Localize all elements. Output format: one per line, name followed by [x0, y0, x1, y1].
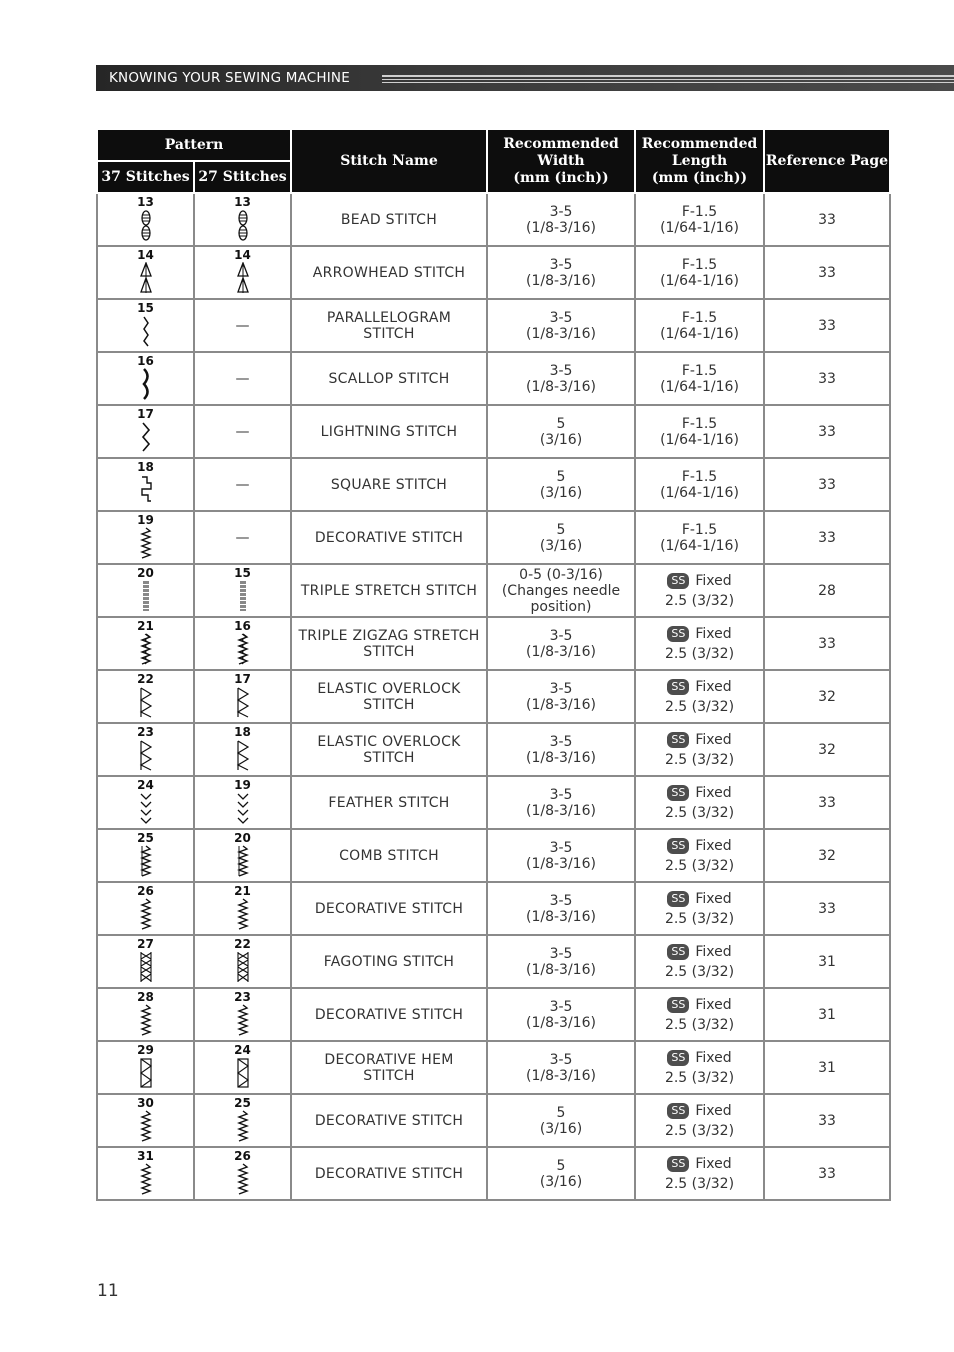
length-value: 2.5 (3/32): [664, 963, 735, 980]
decorative-hem-stitch-icon: [139, 1056, 153, 1089]
pattern-27-cell: [194, 352, 291, 405]
fixed-label: Fixed: [695, 1102, 732, 1119]
reference-page: 32: [764, 723, 890, 776]
ss-badge: SS: [667, 785, 689, 801]
stitch-number: 18: [137, 460, 154, 474]
length-value: 2.5 (3/32): [664, 592, 735, 609]
stitches-27-header: 27 Stitches: [194, 161, 291, 193]
stitch-number: 23: [137, 725, 154, 739]
reference-page: 33: [764, 882, 890, 935]
pattern-37-cell: [97, 935, 194, 988]
recommended-length: [635, 1147, 764, 1200]
table-row: [97, 882, 890, 935]
parallelogram-stitch-icon: [139, 314, 153, 347]
ss-badge: SS: [667, 891, 689, 907]
triple-zigzag-stitch-icon: [139, 632, 153, 665]
ss-badge: SS: [667, 626, 689, 642]
arrowhead-stitch-icon: [236, 261, 250, 294]
decorative-stitch-icon: [139, 1109, 153, 1142]
recommended-width: 5 (3/16): [487, 405, 635, 458]
table-row: [97, 458, 890, 511]
recommended-length: F-1.5 (1/64-1/16): [635, 352, 764, 405]
pattern-27-cell: [194, 1041, 291, 1094]
elastic-overlock-stitch-icon: [236, 685, 250, 718]
length-value: 2.5 (3/32): [664, 1175, 735, 1192]
pattern-27-cell: [194, 405, 291, 458]
table-row: [97, 723, 890, 776]
stitch-number: 20: [137, 566, 154, 580]
lightning-stitch-icon: [139, 420, 153, 453]
triple-stretch-stitch-icon: [236, 579, 250, 612]
reference-page: 32: [764, 829, 890, 882]
length-header: Recommended Length (mm (inch)): [635, 129, 764, 193]
pattern-37-cell: [97, 1094, 194, 1147]
recommended-length: [635, 564, 764, 617]
pattern-37-cell: [97, 882, 194, 935]
elastic-overlock-stitch-icon: [139, 738, 153, 771]
stitch-number: 13: [137, 195, 154, 209]
feather-stitch-icon: [139, 791, 153, 824]
table-row: [97, 935, 890, 988]
header-rule-lines: [382, 75, 954, 85]
decorative-hem-stitch-icon: [236, 1056, 250, 1089]
stitch-name: TRIPLE STRETCH STITCH: [291, 564, 487, 617]
table-row: [97, 299, 890, 352]
pattern-27-cell: [194, 935, 291, 988]
pattern-37-cell: [97, 1147, 194, 1200]
recommended-width: 3-5 (1/8-3/16): [487, 829, 635, 882]
recommended-width: 0-5 (0-3/16) (Changes needle position): [487, 564, 635, 617]
pattern-27-cell: [194, 299, 291, 352]
recommended-width: 3-5 (1/8-3/16): [487, 935, 635, 988]
stitch-number: 18: [234, 725, 251, 739]
stitch-name: COMB STITCH: [291, 829, 487, 882]
pattern-37-cell: [97, 829, 194, 882]
feather-stitch-icon: [236, 791, 250, 824]
recommended-width: 3-5 (1/8-3/16): [487, 246, 635, 299]
not-available-dash: —: [235, 476, 250, 493]
reference-page: 33: [764, 352, 890, 405]
page-number: 11: [97, 1281, 119, 1301]
ss-badge: SS: [667, 732, 689, 748]
length-value: 2.5 (3/32): [664, 1016, 735, 1033]
length-value: 2.5 (3/32): [664, 910, 735, 927]
section-title: KNOWING YOUR SEWING MACHINE: [109, 70, 350, 86]
stitch-number: 23: [234, 990, 251, 1004]
table-row: [97, 193, 890, 246]
table-row: [97, 988, 890, 1041]
pattern-27-cell: [194, 776, 291, 829]
recommended-length: [635, 829, 764, 882]
table-row: [97, 1094, 890, 1147]
stitch-number: 24: [137, 778, 154, 792]
stitch-number: 14: [234, 248, 251, 262]
fixed-label: Fixed: [695, 996, 732, 1013]
stitch-name: DECORATIVE STITCH: [291, 988, 487, 1041]
decorative-stitch-icon: [236, 897, 250, 930]
stitch-number: 15: [137, 301, 154, 315]
pattern-27-cell: [194, 246, 291, 299]
stitch-name: FEATHER STITCH: [291, 776, 487, 829]
length-value: 2.5 (3/32): [664, 751, 735, 768]
pattern-37-cell: [97, 564, 194, 617]
stitch-number: 14: [137, 248, 154, 262]
square-stitch-icon: [139, 473, 153, 506]
pattern-27-cell: [194, 1094, 291, 1147]
recommended-width: 3-5 (1/8-3/16): [487, 617, 635, 670]
reference-page: 33: [764, 776, 890, 829]
stitch-table: [96, 128, 891, 1201]
decorative-stitch-icon: [139, 1003, 153, 1036]
table-row: [97, 352, 890, 405]
stitch-number: 27: [137, 937, 154, 951]
pattern-37-cell: [97, 1041, 194, 1094]
table-row: [97, 670, 890, 723]
stitch-name: PARALLELOGRAM STITCH: [291, 299, 487, 352]
reference-page: 33: [764, 1094, 890, 1147]
recommended-width: 5 (3/16): [487, 1147, 635, 1200]
pattern-37-cell: [97, 988, 194, 1041]
reference-page: 33: [764, 458, 890, 511]
decorative-stitch-icon: [139, 1162, 153, 1195]
stitch-number: 26: [234, 1149, 251, 1163]
stitch-number: 21: [137, 619, 154, 633]
pattern-27-cell: [194, 617, 291, 670]
comb-stitch-icon: [139, 844, 153, 877]
stitch-number: 17: [137, 407, 154, 421]
reference-page: 31: [764, 988, 890, 1041]
pattern-37-cell: [97, 670, 194, 723]
stitch-number: 16: [234, 619, 251, 633]
stitch-number: 25: [137, 831, 154, 845]
recommended-length: [635, 670, 764, 723]
table-row: [97, 405, 890, 458]
length-value: 2.5 (3/32): [664, 645, 735, 662]
stitch-name: FAGOTING STITCH: [291, 935, 487, 988]
pattern-27-cell: [194, 723, 291, 776]
ss-badge: SS: [667, 573, 689, 589]
recommended-length: F-1.5 (1/64-1/16): [635, 246, 764, 299]
pattern-27-cell: [194, 564, 291, 617]
recommended-length: F-1.5 (1/64-1/16): [635, 458, 764, 511]
recommended-length: F-1.5 (1/64-1/16): [635, 299, 764, 352]
scallop-stitch-icon: [139, 367, 153, 400]
recommended-length: [635, 988, 764, 1041]
recommended-length: [635, 776, 764, 829]
recommended-width: 3-5 (1/8-3/16): [487, 882, 635, 935]
stitch-number: 17: [234, 672, 251, 686]
recommended-width: 3-5 (1/8-3/16): [487, 988, 635, 1041]
reference-page: 31: [764, 935, 890, 988]
reference-page: 33: [764, 405, 890, 458]
pattern-27-cell: [194, 670, 291, 723]
reference-page: 33: [764, 193, 890, 246]
bead-stitch-icon: [139, 208, 153, 241]
pattern-header: Pattern: [97, 129, 291, 161]
reference-page: 33: [764, 511, 890, 564]
fagoting-stitch-icon: [139, 950, 153, 983]
stitch-name: ARROWHEAD STITCH: [291, 246, 487, 299]
elastic-overlock-stitch-icon: [139, 685, 153, 718]
triple-zigzag-stitch-icon: [236, 632, 250, 665]
fixed-label: Fixed: [695, 1049, 732, 1066]
recommended-width: 3-5 (1/8-3/16): [487, 352, 635, 405]
reference-page: 31: [764, 1041, 890, 1094]
arrowhead-stitch-icon: [139, 261, 153, 294]
ss-badge: SS: [667, 997, 689, 1013]
length-value: 2.5 (3/32): [664, 698, 735, 715]
recommended-length: [635, 935, 764, 988]
stitch-number: 30: [137, 1096, 154, 1110]
recommended-length: [635, 882, 764, 935]
pattern-37-cell: [97, 617, 194, 670]
ss-badge: SS: [667, 1103, 689, 1119]
pattern-27-cell: [194, 458, 291, 511]
recommended-width: 5 (3/16): [487, 1094, 635, 1147]
recommended-length: [635, 1094, 764, 1147]
pattern-37-cell: [97, 511, 194, 564]
table-row: [97, 829, 890, 882]
recommended-width: 3-5 (1/8-3/16): [487, 299, 635, 352]
fixed-label: Fixed: [695, 625, 732, 642]
fixed-label: Fixed: [695, 1155, 732, 1172]
stitch-number: 24: [234, 1043, 251, 1057]
stitch-number: 29: [137, 1043, 154, 1057]
stitch-name: BEAD STITCH: [291, 193, 487, 246]
not-available-dash: —: [235, 370, 250, 387]
stitch-name: DECORATIVE STITCH: [291, 511, 487, 564]
table-row: [97, 564, 890, 617]
pattern-37-cell: [97, 352, 194, 405]
decorative-stitch-icon: [139, 897, 153, 930]
recommended-width: 5 (3/16): [487, 458, 635, 511]
stitch-name: SCALLOP STITCH: [291, 352, 487, 405]
pattern-27-cell: [194, 193, 291, 246]
ss-badge: SS: [667, 679, 689, 695]
pattern-37-cell: [97, 193, 194, 246]
pattern-37-cell: [97, 458, 194, 511]
width-header: Recommended Width (mm (inch)): [487, 129, 635, 193]
stitch-name: DECORATIVE STITCH: [291, 1147, 487, 1200]
comb-stitch-icon: [236, 844, 250, 877]
stitch-number: 16: [137, 354, 154, 368]
pattern-27-cell: [194, 988, 291, 1041]
ss-badge: SS: [667, 944, 689, 960]
recommended-length: [635, 617, 764, 670]
stitch-name: SQUARE STITCH: [291, 458, 487, 511]
stitch-number: 31: [137, 1149, 154, 1163]
pattern-37-cell: [97, 405, 194, 458]
stitch-name: ELASTIC OVERLOCK STITCH: [291, 670, 487, 723]
length-value: 2.5 (3/32): [664, 1069, 735, 1086]
pattern-27-cell: [194, 1147, 291, 1200]
not-available-dash: —: [235, 529, 250, 546]
fixed-label: Fixed: [695, 572, 732, 589]
reference-page: 33: [764, 1147, 890, 1200]
stitch-number: 13: [234, 195, 251, 209]
pattern-27-cell: [194, 511, 291, 564]
decorative-stitch-icon: [139, 526, 153, 559]
stitch-number: 22: [234, 937, 251, 951]
pattern-37-cell: [97, 723, 194, 776]
recommended-length: F-1.5 (1/64-1/16): [635, 511, 764, 564]
ss-badge: SS: [667, 1156, 689, 1172]
length-value: 2.5 (3/32): [664, 857, 735, 874]
stitch-name-header: Stitch Name: [291, 129, 487, 193]
not-available-dash: —: [235, 423, 250, 440]
stitch-number: 15: [234, 566, 251, 580]
stitch-name: LIGHTNING STITCH: [291, 405, 487, 458]
stitch-number: 28: [137, 990, 154, 1004]
stitch-number: 19: [137, 513, 154, 527]
fixed-label: Fixed: [695, 943, 732, 960]
stitch-number: 26: [137, 884, 154, 898]
section-header-bar: [96, 65, 954, 91]
decorative-stitch-icon: [236, 1109, 250, 1142]
stitch-number: 20: [234, 831, 251, 845]
reference-page: 33: [764, 299, 890, 352]
ss-badge: SS: [667, 1050, 689, 1066]
reference-page: 33: [764, 617, 890, 670]
table-row: [97, 1147, 890, 1200]
recommended-width: 3-5 (1/8-3/16): [487, 193, 635, 246]
fixed-label: Fixed: [695, 837, 732, 854]
stitch-name: DECORATIVE STITCH: [291, 1094, 487, 1147]
reference-page-header: Reference Page: [764, 129, 890, 193]
fagoting-stitch-icon: [236, 950, 250, 983]
recommended-width: 3-5 (1/8-3/16): [487, 723, 635, 776]
fixed-label: Fixed: [695, 731, 732, 748]
reference-page: 33: [764, 246, 890, 299]
table-row: [97, 1041, 890, 1094]
bead-stitch-icon: [236, 208, 250, 241]
pattern-27-cell: [194, 829, 291, 882]
fixed-label: Fixed: [695, 678, 732, 695]
table-row: [97, 511, 890, 564]
recommended-width: 5 (3/16): [487, 511, 635, 564]
stitch-number: 21: [234, 884, 251, 898]
table-row: [97, 776, 890, 829]
stitch-number: 25: [234, 1096, 251, 1110]
pattern-37-cell: [97, 776, 194, 829]
stitches-37-header: 37 Stitches: [97, 161, 194, 193]
recommended-width: 3-5 (1/8-3/16): [487, 776, 635, 829]
length-value: 2.5 (3/32): [664, 1122, 735, 1139]
fixed-label: Fixed: [695, 890, 732, 907]
elastic-overlock-stitch-icon: [236, 738, 250, 771]
pattern-37-cell: [97, 246, 194, 299]
length-value: 2.5 (3/32): [664, 804, 735, 821]
table-row: [97, 246, 890, 299]
fixed-label: Fixed: [695, 784, 732, 801]
reference-page: 28: [764, 564, 890, 617]
recommended-width: 3-5 (1/8-3/16): [487, 670, 635, 723]
recommended-length: F-1.5 (1/64-1/16): [635, 405, 764, 458]
ss-badge: SS: [667, 838, 689, 854]
stitch-name: DECORATIVE STITCH: [291, 882, 487, 935]
triple-stretch-stitch-icon: [139, 579, 153, 612]
recommended-width: 3-5 (1/8-3/16): [487, 1041, 635, 1094]
recommended-length: F-1.5 (1/64-1/16): [635, 193, 764, 246]
not-available-dash: —: [235, 317, 250, 334]
pattern-27-cell: [194, 882, 291, 935]
recommended-length: [635, 1041, 764, 1094]
stitch-number: 19: [234, 778, 251, 792]
stitch-name: DECORATIVE HEM STITCH: [291, 1041, 487, 1094]
stitch-number: 22: [137, 672, 154, 686]
decorative-stitch-icon: [236, 1003, 250, 1036]
pattern-37-cell: [97, 299, 194, 352]
table-row: [97, 617, 890, 670]
recommended-length: [635, 723, 764, 776]
decorative-stitch-icon: [236, 1162, 250, 1195]
stitch-name: TRIPLE ZIGZAG STRETCH STITCH: [291, 617, 487, 670]
reference-page: 32: [764, 670, 890, 723]
stitch-name: ELASTIC OVERLOCK STITCH: [291, 723, 487, 776]
